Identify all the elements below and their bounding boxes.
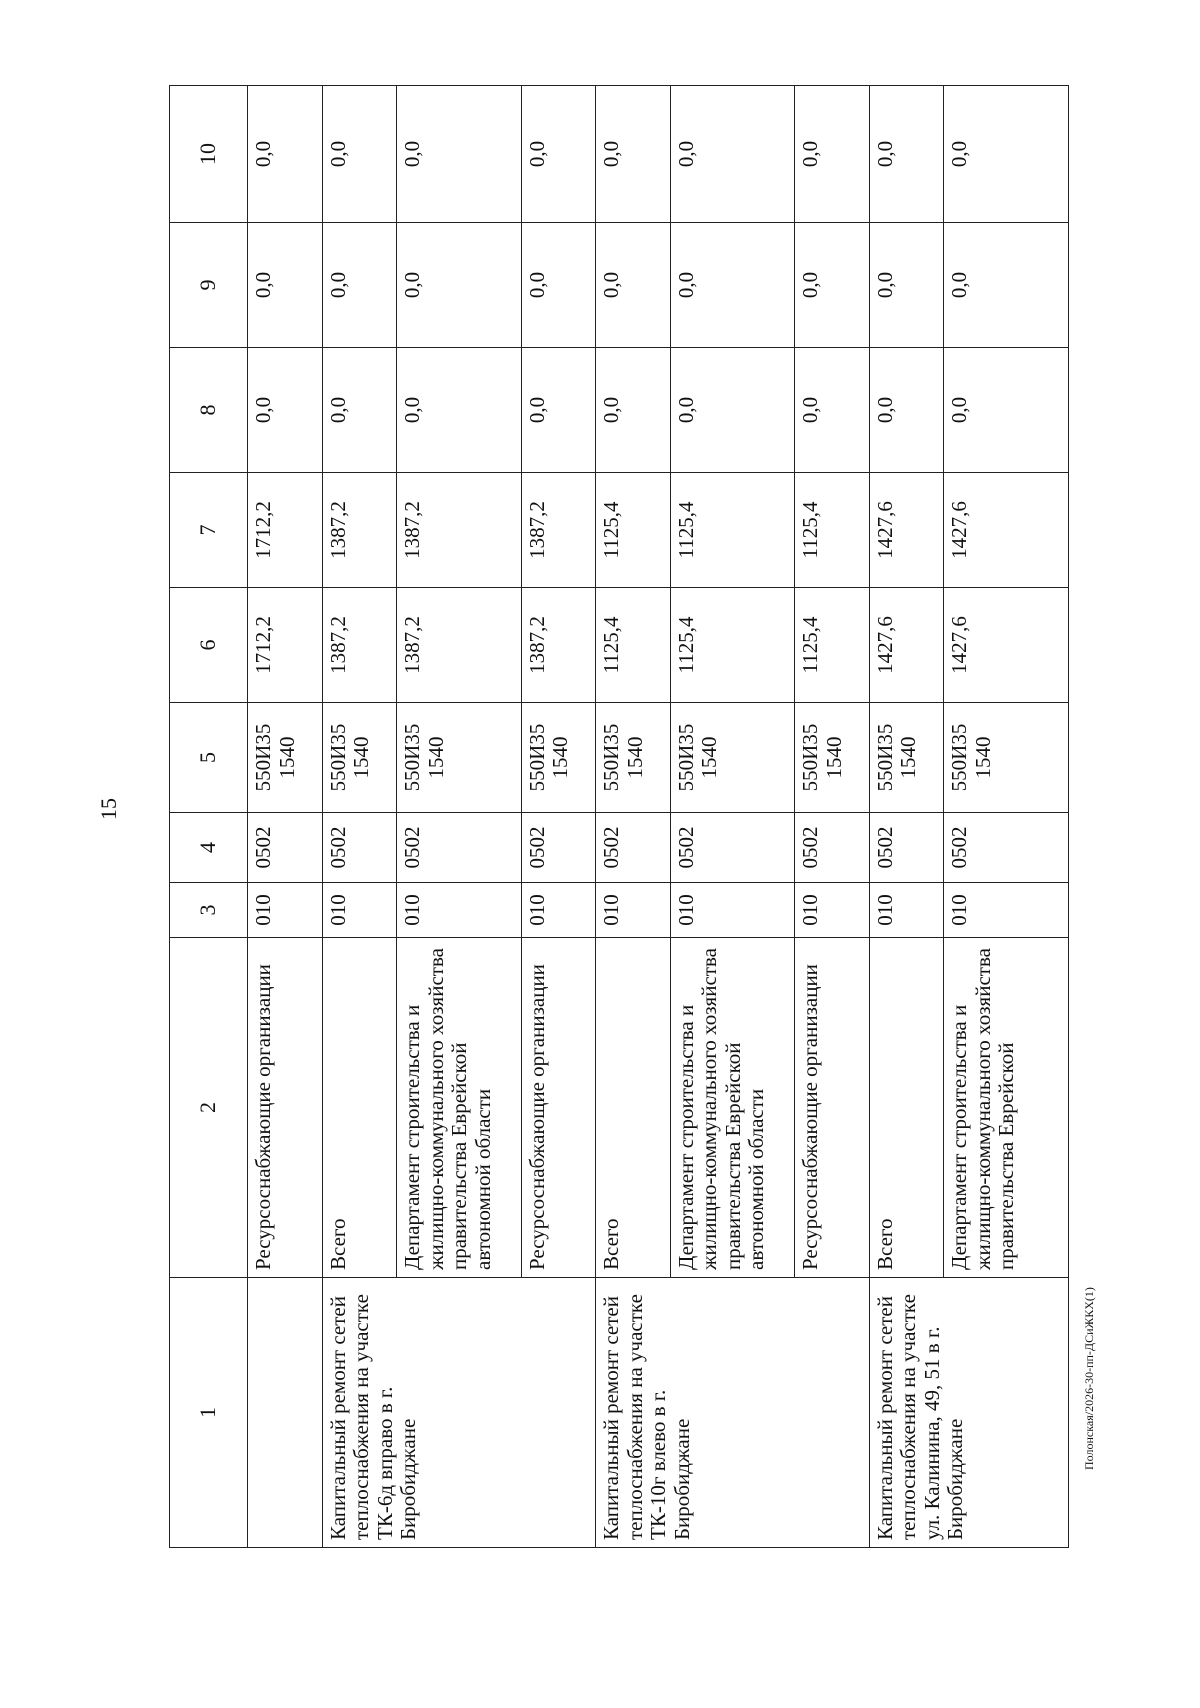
amount-cell: 0,0 [795,348,869,473]
target-article-cell: 550И35 1540 [670,703,795,813]
object-cell: Капитальный ремонт сетей теплоснабжения на участке ул. Калинина, 49, 51 в г. Биробиджане [869,1278,1068,1548]
amount-cell: 1125,4 [596,473,670,588]
amount-cell: 0,0 [596,223,670,348]
amount-cell: 1387,2 [521,588,595,703]
amount-cell: 0,0 [521,348,595,473]
amount-cell: 1387,2 [397,588,522,703]
source-cell: Всего [869,938,943,1278]
target-article-cell: 550И35 1540 [322,703,396,813]
column-header: 10 [170,86,248,223]
code-cell: 010 [670,883,795,938]
amount-cell: 0,0 [670,223,795,348]
amount-cell: 0,0 [521,223,595,348]
column-header: 6 [170,588,248,703]
column-header: 2 [170,938,248,1278]
amount-cell: 1387,2 [397,473,522,588]
amount-cell: 0,0 [248,348,322,473]
target-article-cell: 550И35 1540 [944,703,1069,813]
table-rotated-container [169,86,1069,1548]
source-cell: Ресурсоснабжающие организации [521,938,595,1278]
code-cell: 010 [322,883,396,938]
section-cell: 0502 [795,813,869,883]
amount-cell: 1712,2 [248,473,322,588]
amount-cell: 1427,6 [944,473,1069,588]
code-cell: 010 [397,883,522,938]
amount-cell: 0,0 [397,223,522,348]
amount-cell: 0,0 [944,86,1069,223]
amount-cell: 0,0 [944,348,1069,473]
section-cell: 0502 [322,813,396,883]
amount-cell: 0,0 [521,86,595,223]
table-row [322,86,396,1548]
amount-cell: 0,0 [670,348,795,473]
column-header: 7 [170,473,248,588]
amount-cell: 1712,2 [248,588,322,703]
column-header: 5 [170,703,248,813]
amount-cell: 0,0 [322,223,396,348]
amount-cell: 0,0 [869,348,943,473]
target-article-cell: 550И35 1540 [795,703,869,813]
section-cell: 0502 [944,813,1069,883]
section-cell: 0502 [397,813,522,883]
amount-cell: 0,0 [670,86,795,223]
section-cell: 0502 [670,813,795,883]
code-cell: 010 [521,883,595,938]
amount-cell: 1387,2 [521,473,595,588]
source-cell: Департамент строительства и жилищно-коммунального хозяйства правительства Еврейской автономной области [670,938,795,1278]
source-cell: Департамент строительства и жилищно-коммунального хозяйства правительства Еврейской [944,938,1069,1278]
target-article-cell: 550И35 1540 [521,703,595,813]
financing-table [169,85,1069,1548]
section-cell: 0502 [248,813,322,883]
column-header: 3 [170,883,248,938]
table-row [596,86,670,1548]
target-article-cell: 550И35 1540 [397,703,522,813]
target-article-cell: 550И35 1540 [248,703,322,813]
object-cell-empty [248,1278,322,1548]
code-cell: 010 [248,883,322,938]
amount-cell: 1125,4 [795,473,869,588]
amount-cell: 0,0 [248,86,322,223]
object-cell: Капитальный ремонт сетей теплоснабжения на участке ТК-10г влево в г. Биробиджане [596,1278,870,1548]
table-header-row [170,86,248,1548]
amount-cell: 1427,6 [869,588,943,703]
code-cell: 010 [795,883,869,938]
amount-cell: 0,0 [596,86,670,223]
amount-cell: 1125,4 [670,588,795,703]
amount-cell: 0,0 [596,348,670,473]
object-cell: Капитальный ремонт сетей теплоснабжения на участке ТК-6д вправо в г. Биробиджане [322,1278,596,1548]
column-header: 4 [170,813,248,883]
amount-cell: 1387,2 [322,473,396,588]
amount-cell: 0,0 [397,86,522,223]
amount-cell: 0,0 [795,223,869,348]
amount-cell: 0,0 [322,348,396,473]
amount-cell: 1125,4 [670,473,795,588]
amount-cell: 0,0 [397,348,522,473]
table-row [248,86,322,1548]
column-header: 9 [170,223,248,348]
column-header: 1 [170,1278,248,1548]
amount-cell: 0,0 [869,86,943,223]
code-cell: 010 [869,883,943,938]
amount-cell: 0,0 [322,86,396,223]
code-cell: 010 [596,883,670,938]
code-cell: 010 [944,883,1069,938]
section-cell: 0502 [521,813,595,883]
amount-cell: 0,0 [795,86,869,223]
target-article-cell: 550И35 1540 [596,703,670,813]
amount-cell: 1427,6 [869,473,943,588]
amount-cell: 1125,4 [596,588,670,703]
amount-cell: 0,0 [944,223,1069,348]
amount-cell: 1125,4 [795,588,869,703]
source-cell: Ресурсоснабжающие организации [248,938,322,1278]
table-row [869,86,943,1548]
page-number: 15 [96,798,121,820]
section-cell: 0502 [869,813,943,883]
amount-cell: 0,0 [869,223,943,348]
source-cell: Всего [322,938,396,1278]
source-cell: Ресурсоснабжающие организации [795,938,869,1278]
column-header: 8 [170,348,248,473]
amount-cell: 0,0 [248,223,322,348]
source-cell: Всего [596,938,670,1278]
document-footer-code: Полонская/2026-30-пп-ДСиЖКХ(1) [1082,1287,1096,1470]
amount-cell: 1387,2 [322,588,396,703]
amount-cell: 1427,6 [944,588,1069,703]
target-article-cell: 550И35 1540 [869,703,943,813]
section-cell: 0502 [596,813,670,883]
source-cell: Департамент строительства и жилищно-коммунального хозяйства правительства Еврейской автономной области [397,938,522,1278]
